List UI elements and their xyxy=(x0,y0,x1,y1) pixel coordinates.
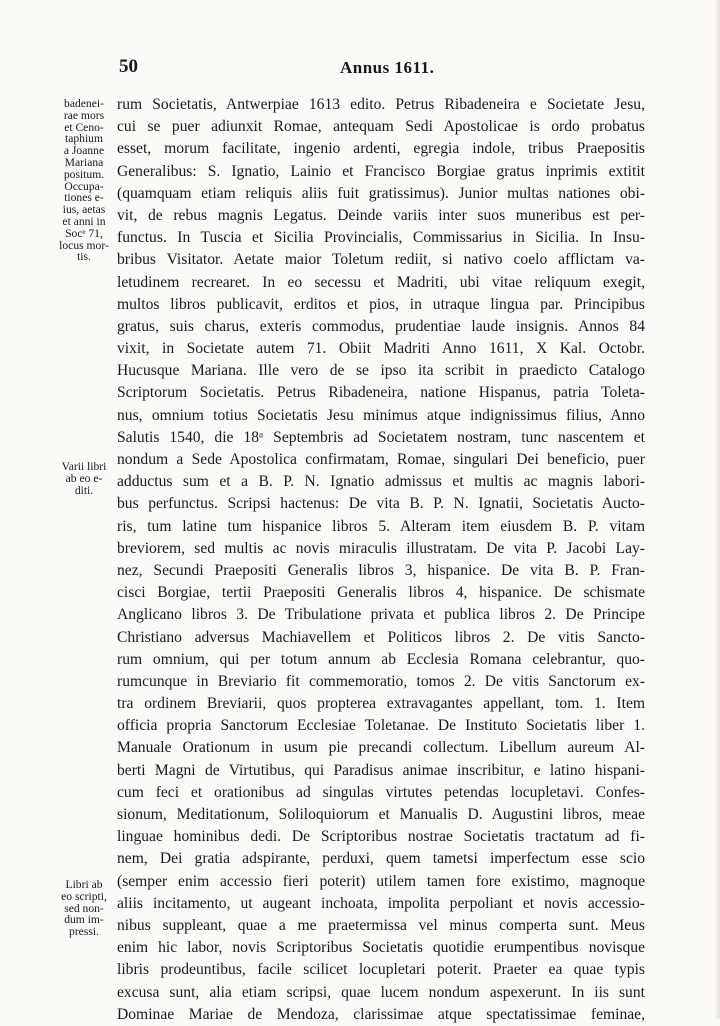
text-line: rum Societatis, Antwerpiae 1613 edito. Petrus Ribadeneira e Societate Jesu, xyxy=(117,96,645,113)
text-line: Salutis 1540, die 18ᵃ Septembris ad Societatem nostram, tunc nascentem et xyxy=(117,428,645,446)
text-line: nez, Secundi Praepositi Generalis libros 3, hispanice. De vita B. P. Fran- xyxy=(117,561,645,579)
margin-note-line: badenei- xyxy=(64,97,104,110)
margin-note-line: et anni in xyxy=(62,214,106,228)
text-line: rum omnium, qui per totum annum ab Ecclesia Romana celebrantur, quo- xyxy=(117,650,645,668)
running-head: Annus 1611. xyxy=(340,58,435,77)
margin-note-line: Socᵉ 71, xyxy=(65,226,103,240)
text-line: excusa sunt, alia etiam scripsi, quae lucem nondum aspexerunt. In iis sunt xyxy=(117,983,645,1001)
margin-note-line: positum. xyxy=(63,167,105,181)
margin-note-line: Varii libri xyxy=(61,460,107,473)
text-line: bus perfunctus. Scripsi hactenus: De vita B. P. N. Ignatii, Societatis Aucto- xyxy=(117,495,645,513)
margin-note-line: sed non- xyxy=(64,901,104,915)
margin-note-line: ius, aetas xyxy=(62,203,106,217)
text-line: (quamquam etiam reliquis aliis fuit gratissimus). Junior multas nationes obi- xyxy=(117,184,645,202)
margin-note-line: Mariana xyxy=(64,155,104,169)
margin-note-line: tis. xyxy=(77,250,91,264)
margin-note-line: taphium xyxy=(65,132,103,146)
text-line: Scriptorum Societatis. Petrus Ribadeneira, natione Hispanus, patria Toleta- xyxy=(117,384,645,402)
text-line: Generalibus: S. Ignatio, Lainio et Francisco Borgiae gratus inprimis extitit xyxy=(117,162,645,180)
margin-note-line: rae mors xyxy=(63,108,105,122)
text-line: aliis incitamento, ut augeant inchoata, impolita perpoliant et novis accessio- xyxy=(117,894,645,912)
text-line: (semper enim accessio fieri poterit) utilem tamen fore existimo, magnoque xyxy=(117,872,645,890)
text-line: esset, morum facilitate, ingenio ardenti, egregia indole, tribus Praepositis xyxy=(117,140,645,158)
text-line: vixit, in Societate autem 71. Obiit Madriti Anno 1611, X Kal. Octobr. xyxy=(117,340,645,358)
margin-note-line: eo scripti, xyxy=(61,889,107,903)
text-line: officia propria Sanctorum Ecclesiae Toletanae. De Instituto Societatis liber 1. xyxy=(117,717,645,735)
body-text xyxy=(117,94,645,1026)
text-line: rumcunque in Breviario fit commemoratio, tomos 2. De vitis Sanctorum ex- xyxy=(117,672,645,690)
margin-note-line: locus mor- xyxy=(59,238,109,252)
text-line: berti Magni de Virtutibus, qui Paradisus animae inscribitur, e latino hispani- xyxy=(117,761,645,779)
margin-note-line: et Ceno- xyxy=(64,120,104,134)
margin-note-line: tiones e- xyxy=(64,191,104,205)
text-line: Dominae Mariae de Mendoza, clarissimae atque spectatissimae feminae, xyxy=(117,1005,645,1023)
margin-note-line: dum im- xyxy=(64,913,104,927)
margin-note-line: pressi. xyxy=(69,925,99,939)
text-line: cui se puer adiunxit Romae, antequam Sedi Apostolicae is ordo probatus xyxy=(117,118,645,136)
text-line: nem, Dei gratia adspirante, perduxi, quem tametsi imperfectum esse scio xyxy=(117,850,645,868)
text-line: enim hic labor, novis Scriptoribus Societatis quotidie erumpentibus novisque xyxy=(117,939,645,957)
text-line: nus, omnium totius Societatis Jesu minimus atque indignissimus filius, Anno xyxy=(117,406,645,424)
margin-note-death xyxy=(52,98,116,263)
text-line: vit, de rebus magnis Legatus. Deinde variis inter suos muneribus est per- xyxy=(117,206,645,224)
text-line: Manuale Orationum in usum pie precandi collectum. Libellum aureum Al- xyxy=(117,739,645,757)
text-line: sionum, Meditationum, Soliloquiorum et Manualis D. Augustini libros, meae xyxy=(117,806,645,823)
text-line: adductus sum et a B. P. N. Ignatio admissus et multis ac magnis labori- xyxy=(117,473,645,491)
text-line: multos libros publicavit, erditos et pios, in utraque lingua par. Principibus xyxy=(117,295,645,313)
text-line: functus. In Tuscia et Sicilia Provincialis, Commissarius in Sicilia. In Insu- xyxy=(117,229,645,247)
margin-note-line: Occupa- xyxy=(64,179,104,193)
text-line: nondum a Sede Apostolica confirmatam, Romae, singulari Dei beneficio, puer xyxy=(117,451,645,468)
page-number: 50 xyxy=(119,56,138,77)
text-line: Anglicano libros 3. De Tribulatione privata et publica libros 2. De Principe xyxy=(117,606,645,624)
margin-note-line: a Joanne xyxy=(63,144,105,158)
text-line: ris, tum latine tum hispanice libros 5. Alteram item eiusdem B. P. vitam xyxy=(117,517,645,535)
text-line: breviorem, sed multis ac novis miraculis illustratam. De vita P. Jacobi Lay- xyxy=(117,539,645,557)
text-line: linguae hominibus dedi. De Scriptoribus nostrae Societatis tractatum ad fi- xyxy=(117,828,645,846)
text-line: tra ordinem Breviarii, quos propterea extravagantes appellant, tom. 1. Item xyxy=(117,695,645,713)
margin-note-books-published xyxy=(52,461,116,496)
margin-note-line: ab eo e- xyxy=(65,471,103,485)
margin-note-line: Libri ab xyxy=(65,878,103,891)
text-line: letudinem recrearet. In eo secessu et Madriti, ubi vitae reliquum exegit, xyxy=(117,273,645,291)
text-line: libris prodeuntibus, facile scilicet locupletari poterit. Praeter ea quae typis xyxy=(117,961,645,979)
text-line: bribus Visitator. Aetate maior Toletum rediit, si nativo coelo afflictam va- xyxy=(117,251,645,269)
margin-note-line: diti. xyxy=(74,483,94,497)
text-line: nibus suppleant, quae a me praetermissa vel minus comperta sunt. Meus xyxy=(117,916,645,934)
text-line: cisci Borgiae, tertii Praepositi Generalis libros 4, hispanice. De schismate xyxy=(117,584,645,602)
text-line: cum feci et orationibus ad singulas virtutes petendas locupletavi. Confes- xyxy=(117,783,645,801)
margin-note-books-unpublished xyxy=(52,879,116,938)
text-line: Christiano adversus Machiavellem et Politicos libros 2. De vitis Sancto- xyxy=(117,628,645,646)
text-line: Hucusque Mariana. Ille vero de se ipso ita scribit in praedicto Catalogo xyxy=(117,362,645,380)
page-edge xyxy=(714,0,720,1019)
text-line: gratus, suis charus, exteris commodus, prudentiae laude insignis. Annos 84 xyxy=(117,317,645,335)
